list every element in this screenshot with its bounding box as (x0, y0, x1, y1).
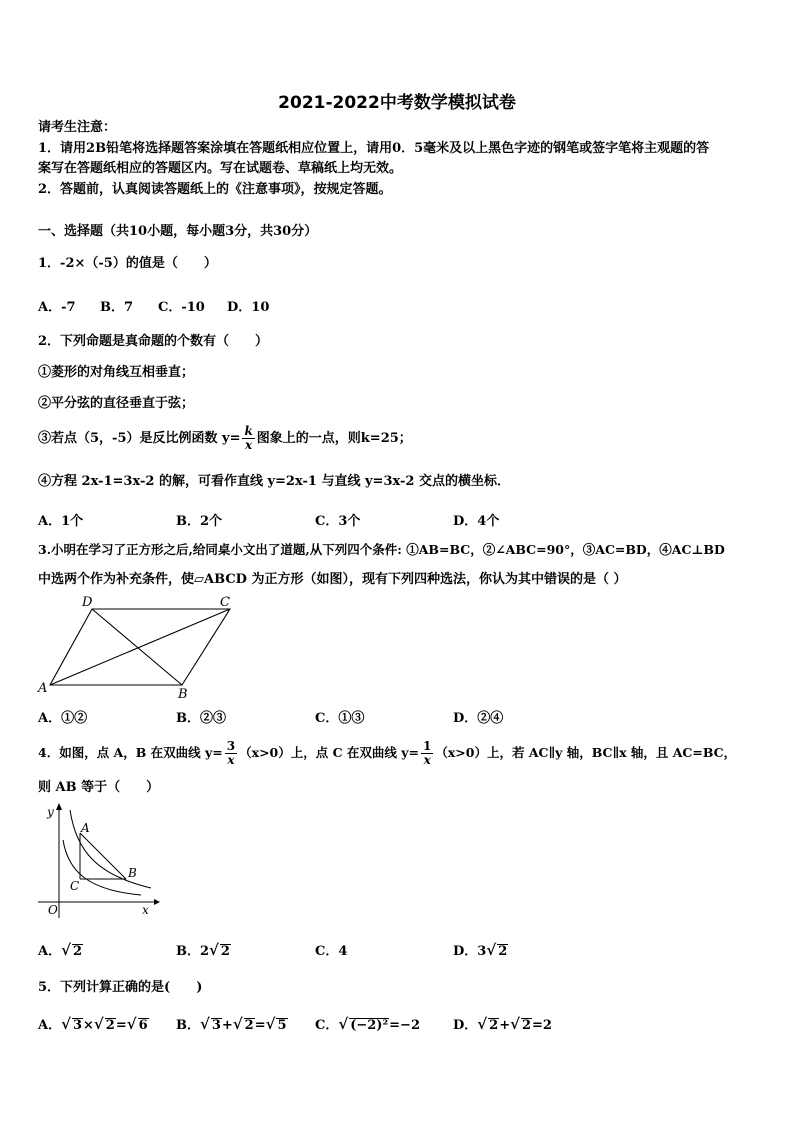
page-title: 2021-2022中考数学模拟试卷 (278, 93, 516, 113)
diagonal-bd (92, 609, 182, 685)
label-d: D (82, 595, 93, 610)
q1-option-b: B．7 (100, 300, 134, 315)
q2-option-a: A．1个 (38, 514, 84, 529)
q2-stem: 2．下列命题是真命题的个数有（ ） (38, 334, 269, 349)
label-b: B (178, 687, 188, 702)
label-x: x (142, 903, 149, 917)
label-a: A (38, 681, 48, 696)
q2-statement-2: ②平分弦的直径垂直于弦； (38, 396, 195, 411)
q2-option-c: C．3个 (315, 514, 361, 529)
q3-option-b: B．②③ (176, 711, 226, 726)
q1-option-c: C．-10 (158, 300, 205, 315)
q4-stem-a: 4．如图，点 A，B 在双曲线 y= $\frac{3}{x}$ （x>0）上，点 C 在双曲线 y= $\frac{1}{x}$ （x>0）上，若 AC∥y 轴，BC∥x 轴，且 AC=BC， (38, 739, 737, 767)
label-y: y (47, 805, 54, 819)
q5-option-d: D．√ 2+√ 2=2 (453, 1015, 552, 1033)
q2-fraction-k-over-x: $\frac{k}{x}$ (244, 424, 253, 452)
sqrt-sign: √ (61, 941, 71, 959)
q3-option-d: D．②④ (453, 711, 504, 726)
q4-fraction-1-over-x: $\frac{1}{x}$ (423, 739, 432, 767)
q5-option-a: A．√ 3×√ 2=√ 6 (38, 1015, 148, 1033)
label-a: A (81, 821, 90, 835)
q3-parallelogram-figure (34, 592, 244, 702)
notice-heading: 请考生注意： (38, 120, 117, 135)
q3-stem-a: 3.小明在学习了正方形之后,给同桌小文出了道题,从下列四个条件: ①AB=BC，②∠ABC=90°，③AC=BD，④AC⊥BD (38, 542, 725, 557)
q2-option-d: D．4个 (453, 514, 500, 529)
q4-option-c: C．4 (315, 944, 348, 959)
segment-ab (80, 833, 126, 879)
q2-statement-4: ④方程 2x-1=3x-2 的解，可看作直线 y=2x-1 与直线 y=3x-2 交点的横坐标． (38, 474, 510, 489)
q4-option-a: A．√ 2 (38, 941, 82, 959)
label-origin: O (48, 903, 58, 917)
q1-option-d: D．10 (227, 300, 270, 315)
q2-statement-1: ①菱形的对角线互相垂直； (38, 365, 195, 380)
sqrt-sign: √ (209, 941, 219, 959)
label-b: B (128, 866, 137, 880)
q4-hyperbola-figure (36, 800, 161, 922)
section-heading: 一、选择题（共10小题，每小题3分，共30分） (38, 224, 318, 239)
notice-item-1a: 1．请用2B铅笔将选择题答案涂填在答题纸相应位置上，请用0．5毫米及以上黑色字迹的钢笔或签字笔将主观题的答 (38, 141, 710, 156)
q4-stem-b: 则 AB 等于（ ） (38, 780, 160, 795)
y-axis-arrow (56, 803, 62, 810)
q3-option-c: C．①③ (315, 711, 365, 726)
q3-option-a: A．①② (38, 711, 88, 726)
sqrt-sign: √ (486, 941, 497, 959)
notice-item-2: 2．答题前，认真阅读答题纸上的《注意事项》，按规定答题。 (38, 182, 392, 197)
notice-item-1b: 案写在答题纸相应的答题区内。写在试题卷、草稿纸上均无效。 (38, 161, 403, 176)
q5-stem: 5．下列计算正确的是( ) (38, 980, 203, 995)
q2-statement-3: ③若点（5，-5）是反比例函数 y= $\frac{k}{x}$ 图象上的一点，则k=25； (38, 424, 412, 452)
q4-option-b: B．2√ 2 (176, 941, 230, 959)
diagonal-ac (50, 609, 230, 685)
q1-stem: 1．-2×（-5）的值是（ ） (38, 256, 217, 271)
label-c: C (220, 595, 230, 610)
q5-option-b: B．√ 3+√ 2=√ 5 (176, 1015, 287, 1033)
x-axis-arrow (154, 899, 160, 905)
q3-stem-b: 中选两个作为补充条件，使▱ABCD 为正方形（如图），现有下列四种选法，你认为其中错误的是（ ） (38, 572, 627, 587)
q4-option-d: D．3√ 2 (453, 941, 508, 959)
q5-option-c: C．√ (−2)²=−2 (315, 1015, 420, 1033)
q1-option-a: A．-7 (38, 300, 76, 315)
q4-fraction-3-over-x: $\frac{3}{x}$ (226, 739, 236, 767)
label-c: C (70, 879, 80, 893)
q2-option-b: B．2个 (176, 514, 223, 529)
